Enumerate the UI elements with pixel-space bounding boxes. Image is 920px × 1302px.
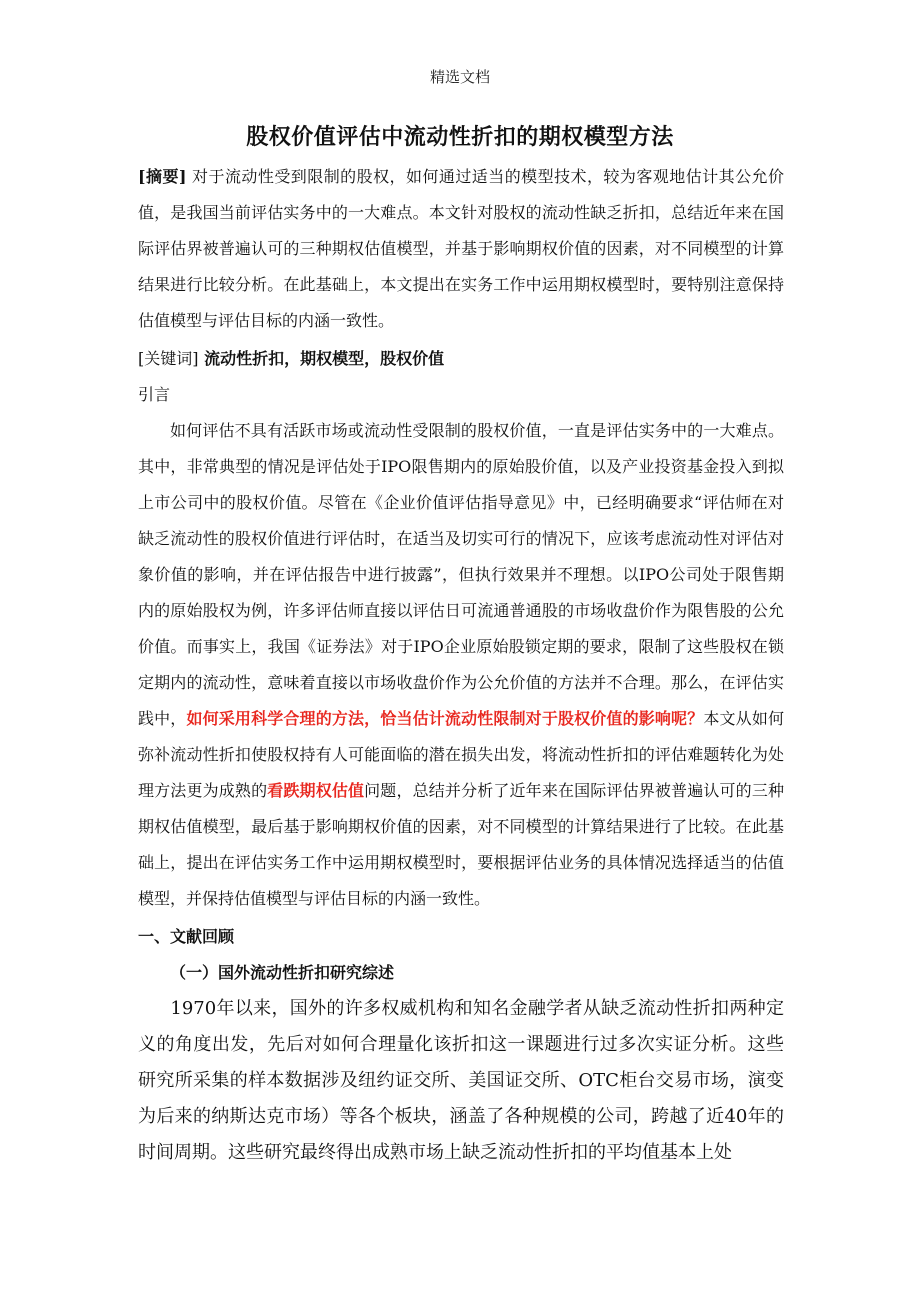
intro-text-part3: 问题，总结并分析了近年来在国际评估界被普遍认可的三种期权估值模型，最后基于影响期权价值的因素，对不同模型的计算结果进行了比较。在此基础上，提出在评估实务工作中运用期权模型时，要根据评估业务的具体情况选择适当的估值模型，并保持估值模型与评估目标的内涵一致性。 <box>138 781 784 908</box>
section1-subheading: （一）国外流动性折扣研究综述 <box>170 963 395 982</box>
section1-paragraph: 1970年以来，国外的许多权威机构和知名金融学者从缺乏流动性折扣两种定义的角度出发，先后对如何合理量化该折扣这一课题进行过多次实证分析。这些研究所采集的样本数据涉及纽约证交所、美国证交所、OTC柜台交易市场，演变为后来的纳斯达克市场）等各个板块，涵盖了各种规模的公司，跨越了近40年的时间周期。这些研究最终得出成熟市场上缺乏流动性折扣的平均值基本上处 <box>138 998 784 1163</box>
section1-heading: 一、文献回顾 <box>138 927 235 946</box>
keywords-label: [关键词] <box>138 349 199 368</box>
document-title: 股权价值评估中流动性折扣的期权模型方法 <box>246 124 674 150</box>
abstract-label: [摘要] <box>138 167 187 186</box>
intro-paragraph <box>138 413 784 917</box>
intro-highlight-put-option: 看跌期权估值 <box>267 781 365 800</box>
intro-highlight-question: 如何采用科学合理的方法，恰当估计流动性限制对于股权价值的影响呢？ <box>186 709 704 728</box>
abstract-text: 对于流动性受到限制的股权，如何通过适当的模型技术，较为客观地估计其公允价值，是我国当前评估实务中的一大难点。本文针对股权的流动性缺乏折扣，总结近年来在国际评估界被普遍认可的三种期权估值模型，并基于影响期权价值的因素，对不同模型的计算结果进行比较分析。在此基础上，本文提出在实务工作中运用期权模型时，要特别注意保持估值模型与评估目标的内涵一致性。 <box>138 167 784 330</box>
keywords-line <box>138 341 784 377</box>
keywords-text: 流动性折扣，期权模型，股权价值 <box>198 349 445 368</box>
intro-text-part2: 本文从如何弥补流动性折扣使股权持有人可能面临的潜在损失出发，将流动性折扣的评估难题转化为处理方法更为成熟的 <box>138 709 784 800</box>
intro-heading: 引言 <box>138 385 171 404</box>
abstract-paragraph <box>138 159 784 339</box>
intro-text-part1: 如何评估不具有活跃市场或流动性受限制的股权价值，一直是评估实务中的一大难点。其中，非常典型的情况是评估处于IPO限售期内的原始股价值，以及产业投资基金投入到拟上市公司中的股权价值。尽管在《企业价值评估指导意见》中，已经明确要求“评估师在对缺乏流动性的股权价值进行评估时，在适当及切实可行的情况下，应该考虑流动性对评估对象价值的影响，并在评估报告中进行披露”，但执行效果并不理想。以IPO公司处于限售期内的原始股权为例，许多评估师直接以评估日可流通普通股的市场收盘价作为限售股的公允价值。而事实上，我国《证券法》对于IPO企业原始股锁定期的要求，限制了这些股权在锁定期内的流动性，意味着直接以市场收盘价作为公允价值的方法并不合理。那么，在评估实践中， <box>138 421 784 728</box>
page-header: 精选文档 <box>429 68 490 86</box>
